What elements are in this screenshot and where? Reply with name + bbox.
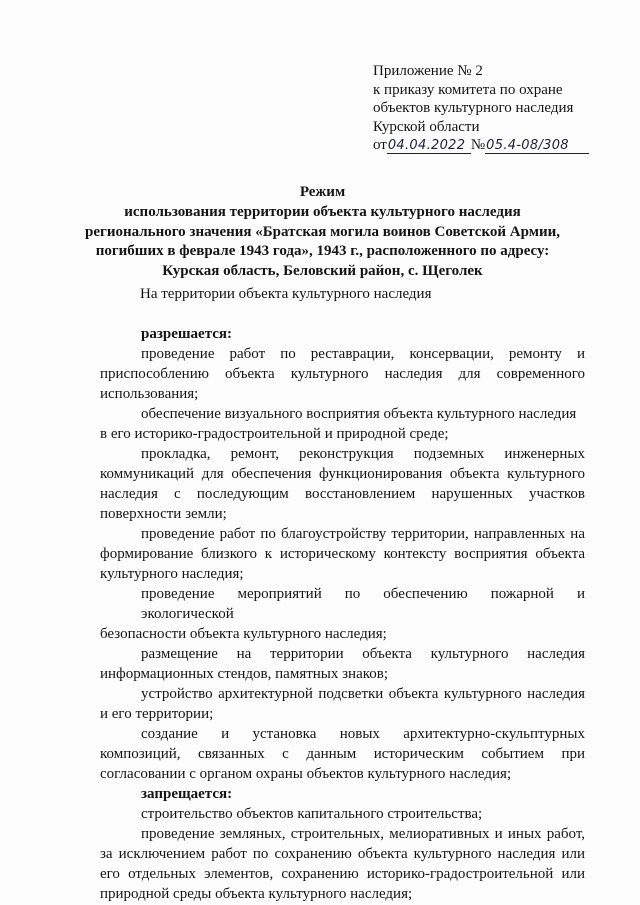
appendix-order-line: к приказу комитета по охране [373,81,563,98]
body-line: проведение работ по реставрации, консервации, ремонту и [141,346,585,362]
section-heading-forbidden: запрещается: [141,786,233,802]
body-line: проведение работ по благоустройству территории, направленных на [141,526,585,542]
body-line: информационных стендов, памятных знаков; [100,666,389,682]
body-line: в его историко-градостроительной и природной среде; [100,426,449,442]
handwritten-date: 04.04.2022 [387,139,471,154]
body-line: приспособлению объекта культурного наследия для современного [100,366,585,382]
section-heading-allowed: разрешается: [141,326,233,342]
appendix-from-label: от [373,137,387,154]
body-line: прокладка, ремонт, реконструкция подземных инженерных [141,446,585,462]
intro-paragraph: На территории объекта культурного наследия [140,286,432,302]
body-line: создание и установка новых архитектурно-скульптурных [141,726,585,742]
body-line: использования; [100,386,199,402]
title-line: Режим [299,184,346,200]
body-line: поверхности земли; [100,506,227,522]
title-line: погибших в феврале 1943 года», 1943 г., расположенного по адресу: [95,243,550,260]
body-line: формирование близкого к историческому контексту восприятия объекта [100,546,585,562]
body-line: проведение мероприятий по обеспечению пожарной и экологической [141,586,585,622]
appendix-number-sign: № [470,137,486,154]
body-line: безопасности объекта культурного наследия; [100,626,387,642]
body-line: культурного наследия; [100,566,244,582]
body-line: устройство архитектурной подсветки объекта культурного наследия [141,686,585,702]
document-body [100,324,585,904]
body-line: согласовании с органом охраны объектов культурного наследия; [100,766,512,782]
appendix-title: Приложение № 2 [373,63,483,79]
title-line: Курская область, Беловский район, с. Щеголек [162,263,483,280]
appendix-region-line: Курской области [373,118,480,135]
document-title [60,183,585,282]
body-line: размещение на территории объекта культурного наследия [141,646,585,662]
body-line: его отдельных элементов, сохранению историко-градостроительной или [100,866,585,882]
appendix-date-number-line [373,136,623,155]
body-line: за исключением работ по сохранению объекта культурного наследия или [100,846,585,862]
body-line: строительство объектов капитального строительства; [141,806,483,822]
body-line: проведение земляных, строительных, мелиоративных и иных работ, [141,826,585,842]
handwritten-number: 05.4-08/308 [485,139,589,154]
body-line: обеспечение визуального восприятия объекта культурного наследия [141,406,577,422]
body-line: композиций, связанных с данным историческим событием при [100,746,585,762]
appendix-block [373,62,623,155]
appendix-committee-line: объектов культурного наследия [373,100,574,117]
body-line: и его территории; [100,706,214,722]
body-line: природной среды объекта культурного наследия; [100,886,413,902]
body-line: наследия с последующим восстановлением нарушенных участков [100,486,585,502]
title-line: регионального значения «Братская могила воинов Советской Армии, [85,223,560,240]
title-line: использования территории объекта культурного наследия [124,203,521,220]
body-line: коммуникаций для обеспечения функционирования объекта культурного [100,466,585,482]
